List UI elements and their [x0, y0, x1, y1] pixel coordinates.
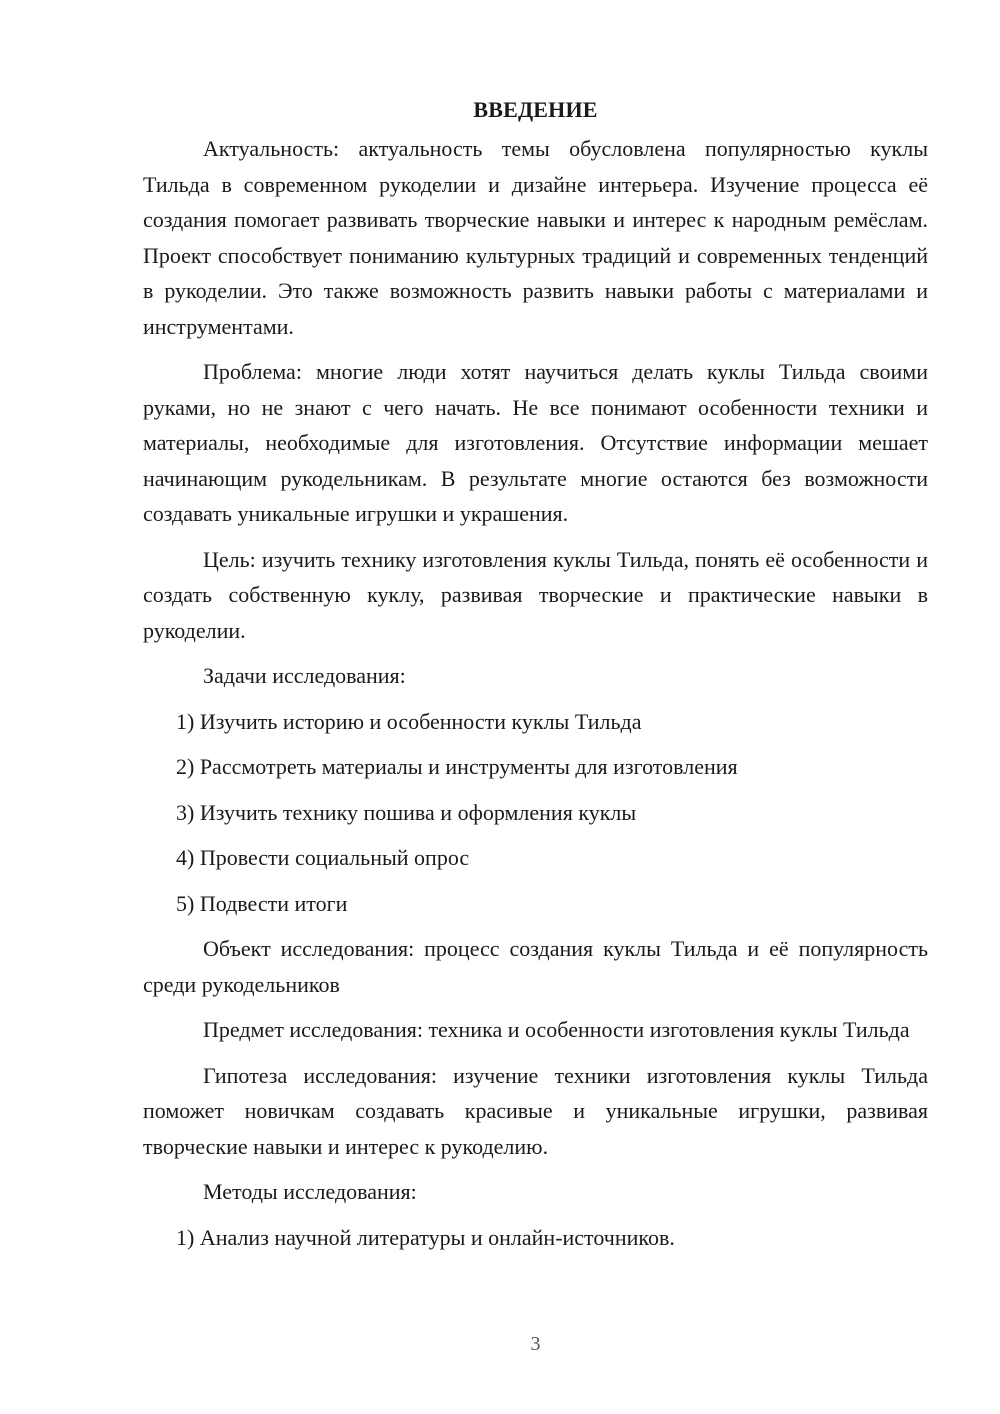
list-item: 1) Изучить историю и особенности куклы Тильда	[176, 708, 642, 734]
methods-list	[143, 1220, 928, 1256]
list-item: 1) Анализ научной литературы и онлайн-источников.	[176, 1224, 675, 1250]
relevance-paragraph: Актуальность: актуальность темы обусловлена популярностью куклы Тильда в современном рукоделии и дизайне интерьера. Изучение процесса её создания помогает развивать творческие навыки и интерес к народным ремёслам. Проект способствует пониманию культурных традиций и современных тенденций в рукоделии. Это также возможность развить навыки работы с материалами и инструментами.	[143, 136, 928, 339]
hypothesis-paragraph: Гипотеза исследования: изучение техники изготовления куклы Тильда поможет новичкам создавать красивые и уникальные игрушки, развивая творческие навыки и интерес к рукоделию.	[143, 1062, 928, 1159]
goal-paragraph: Цель: изучить технику изготовления куклы Тильда, понять её особенности и создать собственную куклу, развивая творческие и практические навыки в рукоделии.	[143, 546, 928, 643]
section-heading: ВВЕДЕНИЕ	[473, 97, 598, 122]
list-item: 2) Рассмотреть материалы и инструменты для изготовления	[176, 754, 738, 779]
tasks-list	[143, 704, 928, 922]
methods-title: Методы исследования:	[203, 1179, 417, 1204]
document-page	[143, 92, 928, 1265]
list-item: 5) Подвести итоги	[176, 890, 348, 916]
tasks-title: Задачи исследования:	[203, 663, 406, 688]
subject-paragraph: Предмет исследования: техника и особенности изготовления куклы Тильда	[203, 1017, 910, 1042]
object-paragraph: Объект исследования: процесс создания куклы Тильда и её популярность среди рукодельников	[143, 936, 928, 997]
list-item: 4) Провести социальный опрос	[176, 845, 470, 870]
problem-paragraph: Проблема: многие люди хотят научиться делать куклы Тильда своими руками, но не знают с чего начать. Не все понимают особенности техники и материалы, необходимые для изготовления. Отсутствие информации мешает начинающим рукодельникам. В результате многие остаются без возможности создавать уникальные игрушки и украшения.	[143, 359, 928, 526]
list-item: 3) Изучить технику пошива и оформления куклы	[176, 799, 637, 825]
page-number: 3	[530, 1333, 541, 1355]
